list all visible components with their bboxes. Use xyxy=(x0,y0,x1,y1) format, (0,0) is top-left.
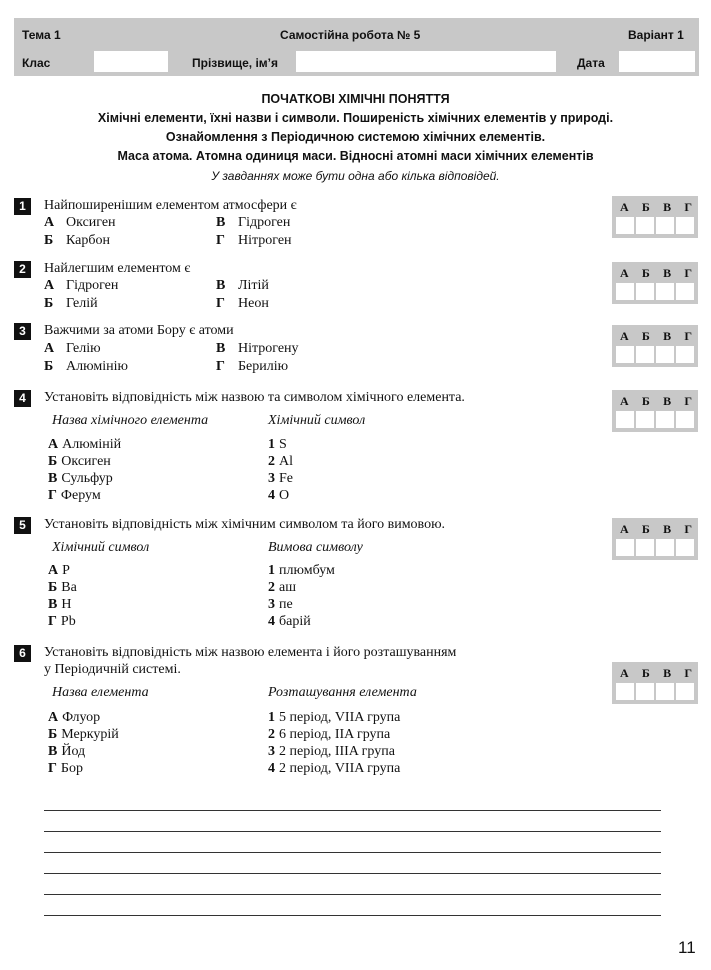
q2-option-b[interactable]: Б Гелій xyxy=(44,296,98,311)
q4-right-1: 1 S xyxy=(268,437,287,452)
answer-cell[interactable] xyxy=(676,683,694,700)
q4-left-header: Назва хімічного елемента xyxy=(52,413,209,428)
q6-left-g: Г Бор xyxy=(48,761,83,776)
topic-label: Тема 1 xyxy=(22,28,61,42)
work-title: Самостійна робота № 5 xyxy=(280,28,421,42)
answer-cell[interactable] xyxy=(656,283,674,300)
answer-cell[interactable] xyxy=(636,283,654,300)
q5-right-1: 1 плюмбум xyxy=(268,563,335,578)
question-3-text: Важчими за атоми Бору є атоми xyxy=(44,323,234,338)
q5-left-v: В H xyxy=(48,597,72,612)
q6-right-4: 4 2 період, VIIA група xyxy=(268,761,401,776)
question-2-text: Найлегшим елементом є xyxy=(44,261,191,276)
writing-line[interactable] xyxy=(44,894,661,895)
q3-option-b[interactable]: Б Алюмінію xyxy=(44,359,128,374)
answer-cell[interactable] xyxy=(636,217,654,234)
question-number: 1 xyxy=(14,198,31,215)
q6-left-v: В Йод xyxy=(48,744,86,759)
question-number: 4 xyxy=(14,390,31,407)
answer-grid-q6[interactable]: А Б В Г xyxy=(612,662,698,704)
question-6-text-line-1: Установіть відповідність між назвою елемента і його розташуванням xyxy=(44,645,457,660)
question-6-text-line-2: у Періодичній системі. xyxy=(44,662,181,677)
answer-cell[interactable] xyxy=(676,283,694,300)
answer-cell[interactable] xyxy=(656,683,674,700)
q3-option-g[interactable]: Г Берилію xyxy=(216,359,289,374)
answer-cell[interactable] xyxy=(616,411,634,428)
q3-option-v[interactable]: В Нітрогену xyxy=(216,341,299,356)
writing-line[interactable] xyxy=(44,852,661,853)
question-5-text: Установіть відповідність між хімічним символом та його вимовою. xyxy=(44,517,446,532)
answer-cell[interactable] xyxy=(676,411,694,428)
q6-right-3: 3 2 період, IIIA група xyxy=(268,744,395,759)
answer-cell[interactable] xyxy=(636,683,654,700)
q4-left-v: В Сульфур xyxy=(48,471,113,486)
answer-cell[interactable] xyxy=(676,346,694,363)
q4-right-header: Хімічний символ xyxy=(268,413,366,428)
answer-cell[interactable] xyxy=(636,346,654,363)
q5-left-g: Г Pb xyxy=(48,614,76,629)
answer-cell[interactable] xyxy=(676,217,694,234)
q6-left-b: Б Меркурій xyxy=(48,727,119,742)
q4-right-3: 3 Fe xyxy=(268,471,293,486)
answer-cell[interactable] xyxy=(676,539,694,556)
q1-option-a[interactable]: А Оксиген xyxy=(44,215,116,230)
q4-left-g: Г Ферум xyxy=(48,488,101,503)
q3-option-a[interactable]: А Гелію xyxy=(44,341,101,356)
answer-cell[interactable] xyxy=(636,411,654,428)
q6-left-header: Назва елемента xyxy=(52,685,149,700)
q5-right-4: 4 барій xyxy=(268,614,311,629)
q5-right-3: 3 пе xyxy=(268,597,293,612)
page-number: 11 xyxy=(678,938,696,957)
class-label: Клас xyxy=(22,56,51,70)
answer-cell[interactable] xyxy=(616,683,634,700)
q4-right-4: 4 O xyxy=(268,488,290,503)
q5-right-header: Вимова символу xyxy=(268,540,363,555)
subtitle-line-2: Ознайомлення з Періодичною системою хімічних елементів. xyxy=(165,130,546,144)
q2-option-g[interactable]: Г Неон xyxy=(216,296,269,311)
q5-right-2: 2 аш xyxy=(268,580,296,595)
variant-label: Варіант 1 xyxy=(628,28,684,42)
question-number: 6 xyxy=(14,645,31,662)
q6-right-header: Розташування елемента xyxy=(268,685,417,700)
date-field[interactable] xyxy=(619,51,695,72)
date-label: Дата xyxy=(577,56,605,70)
answer-grid-q3[interactable]: А Б В Г xyxy=(612,325,698,367)
question-number: 2 xyxy=(14,261,31,278)
answer-cell[interactable] xyxy=(656,411,674,428)
answer-cell[interactable] xyxy=(656,217,674,234)
q6-right-1: 1 5 період, VIIA група xyxy=(268,710,401,725)
writing-line[interactable] xyxy=(44,810,661,811)
subtitle-line-1: Хімічні елементи, їхні назви і символи. Поширеність хімічних елементів у природі. xyxy=(97,111,614,125)
answer-cell[interactable] xyxy=(616,539,634,556)
answer-grid-q2[interactable]: А Б В Г xyxy=(612,262,698,304)
answer-cell[interactable] xyxy=(616,346,634,363)
section-title: ПОЧАТКОВІ ХІМІЧНІ ПОНЯТТЯ xyxy=(261,92,450,106)
subtitle-line-3: Маса атома. Атомна одиниця маси. Відносні атомні маси хімічних елементів xyxy=(117,149,594,163)
answer-grid-q5[interactable]: А Б В Г xyxy=(612,518,698,560)
answer-cell[interactable] xyxy=(636,539,654,556)
instruction: У завданнях може бути одна або кілька відповідей. xyxy=(211,169,500,183)
q5-left-b: Б Ba xyxy=(48,580,77,595)
writing-line[interactable] xyxy=(44,831,661,832)
q1-option-b[interactable]: Б Карбон xyxy=(44,233,110,248)
name-field[interactable] xyxy=(296,51,556,72)
q5-left-header: Хімічний символ xyxy=(52,540,150,555)
class-field[interactable] xyxy=(94,51,168,72)
q2-option-v[interactable]: В Літій xyxy=(216,278,269,293)
header-band xyxy=(14,18,699,76)
name-label: Прізвище, ім’я xyxy=(192,56,279,70)
q1-option-g[interactable]: Г Нітроген xyxy=(216,233,292,248)
q4-left-a: А Алюміній xyxy=(48,437,122,452)
answer-cell[interactable] xyxy=(656,346,674,363)
answer-cell[interactable] xyxy=(656,539,674,556)
answer-grid-q1[interactable]: А Б В Г xyxy=(612,196,698,238)
question-number: 3 xyxy=(14,323,31,340)
answer-cell[interactable] xyxy=(616,283,634,300)
q6-right-2: 2 6 період, IIA група xyxy=(268,727,391,742)
question-4-text: Установіть відповідність між назвою та символом хімічного елемента. xyxy=(44,390,465,405)
q4-right-2: 2 Al xyxy=(268,454,293,469)
q5-left-a: А P xyxy=(48,563,70,578)
q6-left-a: А Флуор xyxy=(48,710,101,725)
question-1-text: Найпоширенішим елементом атмосфери є xyxy=(44,198,297,213)
q2-option-a[interactable]: А Гідроген xyxy=(44,278,119,293)
q1-option-v[interactable]: В Гідроген xyxy=(216,215,291,230)
q4-left-b: Б Оксиген xyxy=(48,454,111,469)
answer-grid-q4[interactable]: А Б В Г xyxy=(612,390,698,432)
answer-cell[interactable] xyxy=(616,217,634,234)
question-number: 5 xyxy=(14,517,31,534)
writing-line[interactable] xyxy=(44,915,661,916)
writing-line[interactable] xyxy=(44,873,661,874)
